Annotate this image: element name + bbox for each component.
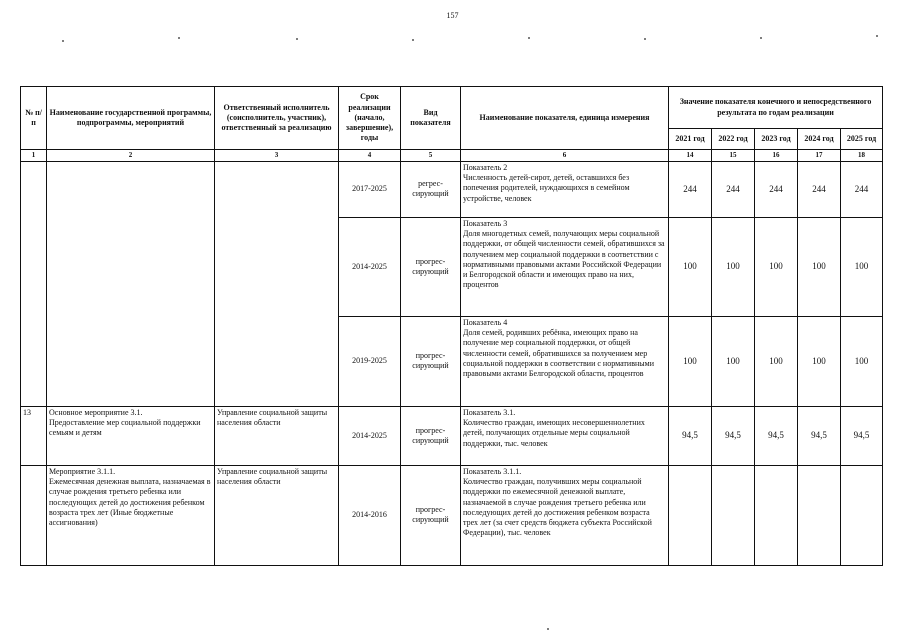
scan-speck — [876, 35, 878, 37]
row-num — [21, 465, 47, 565]
scan-speck — [528, 37, 530, 39]
column-number-row — [21, 150, 883, 162]
row-value: 100 — [755, 316, 798, 406]
header-year: 2024 год — [798, 129, 841, 150]
row-program — [47, 161, 215, 406]
column-number: 3 — [215, 150, 339, 162]
row-value: 94,5 — [669, 406, 712, 465]
row-num: 13 — [21, 406, 47, 465]
row-program: Мероприятие 3.1.1. Ежемесячная денежная выплата, назначаемая в случае рождения третьего ребенка или последующих детей до достижения ребенком возраста трех лет (Иные бюджетные ассигнования) — [47, 465, 215, 565]
row-value: 244 — [798, 161, 841, 217]
row-value: 100 — [841, 316, 883, 406]
row-type: прогрес-сирующий — [401, 217, 461, 316]
row-value — [841, 465, 883, 565]
indicator-text: Показатель 3.1.1. Количество граждан, получивших меры социальной поддержки по ежемесячной денежной выплате, назначаемой в случае рождения третьего ребенка или последующих детей до достижения ребенком возраста трех лет (за счет средств бюджета субъекта Российской Федерации), тыс. человек — [463, 466, 652, 538]
row-program: Основное мероприятие 3.1. Предоставление мер социальной поддержки семьям и детям — [47, 406, 215, 465]
header-values-group: Значение показателя конечного и непосредственного результата по годам реализации — [669, 87, 883, 129]
indicator-text: Показатель 3 Доля многодетных семей, получающих меры социальной поддержки, от общей численности семей, обратившихся за получением мер социальной поддержки в соответствии с нормативными правовыми актами Российской Федерации и Белгородской области и имеющих право на них, процентов — [463, 218, 665, 290]
row-value: 100 — [755, 217, 798, 316]
row-value: 100 — [841, 217, 883, 316]
row-value — [798, 465, 841, 565]
indicator-text: Показатель 3.1. Количество граждан, имеющих несовершеннолетних детей, получающих отдельные меры социальной поддержки, тыс. человек — [463, 407, 645, 448]
row-value: 244 — [841, 161, 883, 217]
row-period: 2019-2025 — [339, 316, 401, 406]
header-responsible: Ответственный исполнитель (соисполнитель, участник), ответственный за реализацию — [215, 87, 339, 150]
row-indicator — [461, 465, 669, 565]
row-value — [712, 465, 755, 565]
header-type: Вид показателя — [401, 87, 461, 150]
row-type: прогрес-сирующий — [401, 406, 461, 465]
row-period: 2014-2025 — [339, 217, 401, 316]
scan-speck — [760, 37, 762, 39]
table-row — [21, 161, 883, 217]
indicator-text: Показатель 2 Численность детей-сирот, детей, оставшихся без попечения родителей, нуждающихся в семейном устройстве, человек — [463, 162, 630, 203]
header-indicator: Наименование показателя, единица измерения — [461, 87, 669, 150]
row-indicator — [461, 217, 669, 316]
scan-speck — [178, 37, 180, 39]
header-period: Срок реализации (начало, завершение), годы — [339, 87, 401, 150]
row-value: 94,5 — [798, 406, 841, 465]
scan-speck — [412, 39, 414, 41]
header-num: № п/п — [21, 87, 47, 150]
header-year: 2023 год — [755, 129, 798, 150]
scan-speck — [547, 628, 549, 630]
row-period: 2014-2016 — [339, 465, 401, 565]
row-value: 244 — [712, 161, 755, 217]
column-number: 1 — [21, 150, 47, 162]
row-responsible: Управление социальной защиты населения области — [215, 465, 339, 565]
row-value: 100 — [712, 217, 755, 316]
row-value: 100 — [669, 217, 712, 316]
row-value: 94,5 — [712, 406, 755, 465]
column-number: 4 — [339, 150, 401, 162]
row-indicator — [461, 316, 669, 406]
indicator-table — [20, 86, 883, 566]
column-number: 6 — [461, 150, 669, 162]
row-responsible: Управление социальной защиты населения области — [215, 406, 339, 465]
table-row — [21, 465, 883, 565]
row-period: 2014-2025 — [339, 406, 401, 465]
column-number: 2 — [47, 150, 215, 162]
page-number: 157 — [446, 11, 459, 20]
column-number: 16 — [755, 150, 798, 162]
row-value: 100 — [669, 316, 712, 406]
row-value: 244 — [669, 161, 712, 217]
column-number: 14 — [669, 150, 712, 162]
indicator-text: Показатель 4 Доля семей, родивших ребёнка, имеющих право на получение мер социальной поддержки, от общей численности семей, обратившихся за получением мер социальной поддержки в соответствии с нормативными правовыми актами Белгородской области, процентов — [463, 317, 654, 379]
row-value: 94,5 — [755, 406, 798, 465]
row-responsible — [215, 161, 339, 406]
scan-speck — [62, 40, 64, 42]
row-period: 2017-2025 — [339, 161, 401, 217]
row-num — [21, 161, 47, 406]
row-type: регрес-сирующий — [401, 161, 461, 217]
header-year: 2025 год — [841, 129, 883, 150]
table-row — [21, 406, 883, 465]
column-number: 18 — [841, 150, 883, 162]
row-value — [669, 465, 712, 565]
row-value: 100 — [798, 217, 841, 316]
row-value: 100 — [712, 316, 755, 406]
header-program: Наименование государственной программы, подпрограммы, мероприятий — [47, 87, 215, 150]
row-indicator — [461, 161, 669, 217]
column-number: 5 — [401, 150, 461, 162]
row-value — [755, 465, 798, 565]
row-value: 94,5 — [841, 406, 883, 465]
row-value: 100 — [798, 316, 841, 406]
row-indicator — [461, 406, 669, 465]
column-number: 15 — [712, 150, 755, 162]
row-type: прогрес-сирующий — [401, 465, 461, 565]
scan-speck — [296, 38, 298, 40]
column-number: 17 — [798, 150, 841, 162]
header-year: 2021 год — [669, 129, 712, 150]
row-type: прогрес-сирующий — [401, 316, 461, 406]
scan-speck — [644, 38, 646, 40]
row-value: 244 — [755, 161, 798, 217]
header-year: 2022 год — [712, 129, 755, 150]
